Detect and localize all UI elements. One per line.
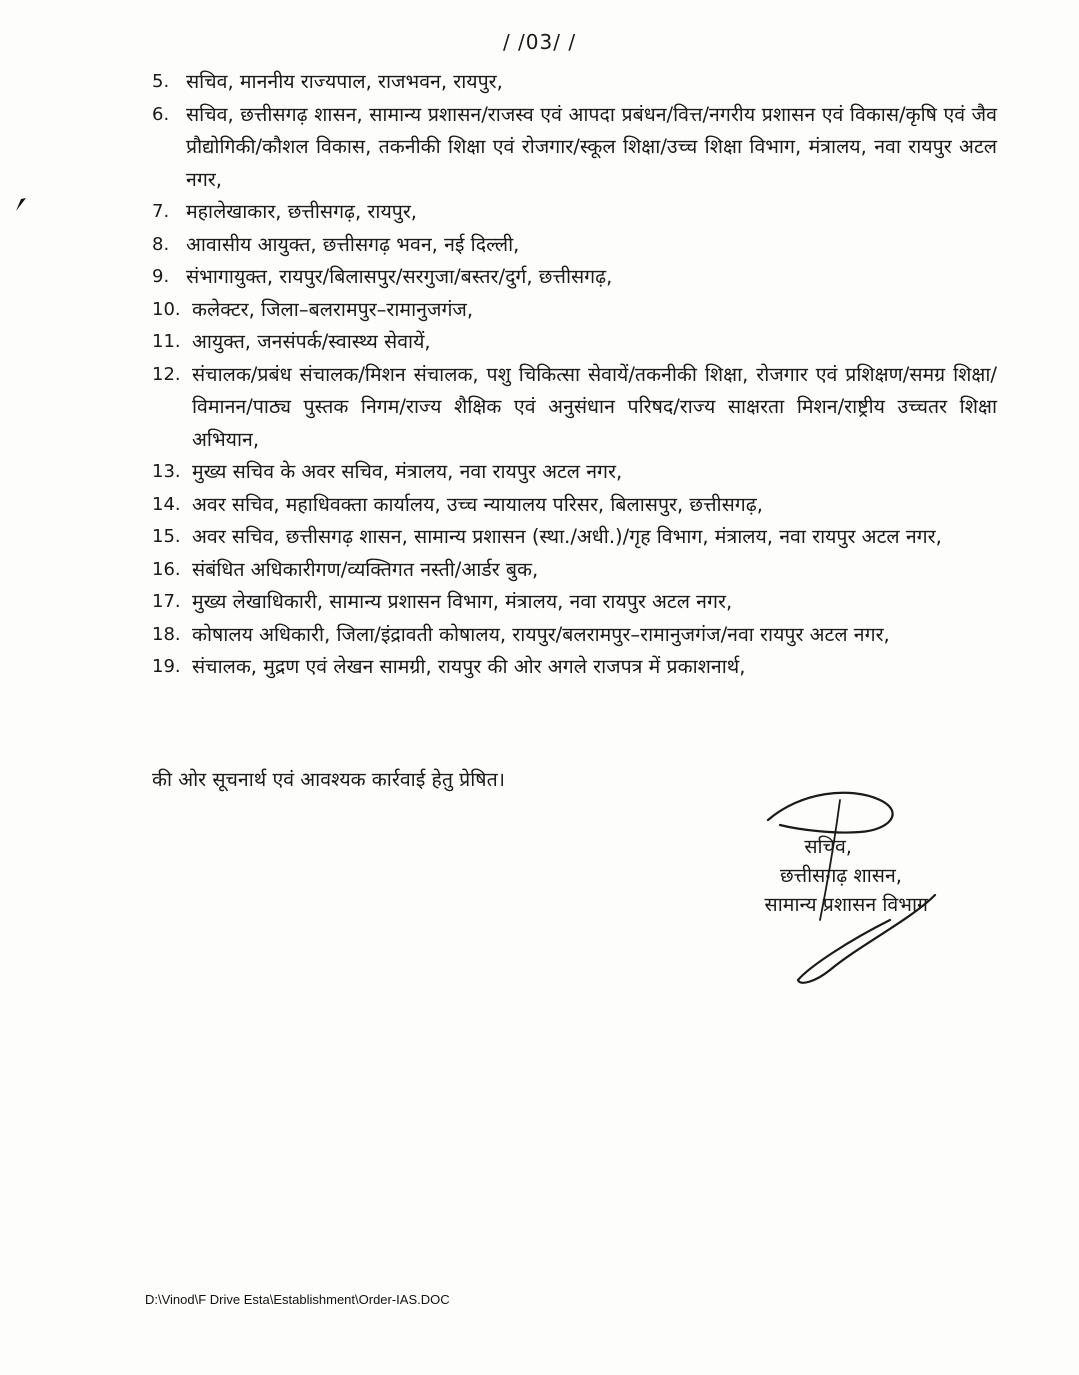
item-text: संचालक, मुद्रण एवं लेखन सामग्री, रायपुर की ओर अगले राजपत्र में प्रकाशनार्थ, [192, 655, 746, 678]
item-text: कोषालय अधिकारी, जिला/इंद्रावती कोषालय, रायपुर/बलरामपुर–रामानुजगंज/नवा रायपुर अटल नगर, [192, 622, 890, 646]
item-number: 19. [152, 656, 181, 677]
item-number: 9. [152, 266, 170, 287]
signatory-government: छत्तीसगढ़ शासन, [779, 864, 902, 887]
scan-mark-icon [14, 196, 28, 212]
list-item [152, 586, 997, 619]
item-number: 11. [152, 331, 181, 352]
item-text: कलेक्टर, जिला–बलरामपुर–रामानुजगंज, [192, 297, 474, 321]
list-item [152, 66, 997, 99]
item-number: 12. [152, 363, 181, 385]
item-text: मुख्य लेखाधिकारी, सामान्य प्रशासन विभाग, मंत्रालय, नवा रायपुर अटल नगर, [192, 590, 733, 613]
item-text: संबंधित अधिकारीगण/व्यक्तिगत नस्ती/आर्डर बुक, [192, 557, 539, 581]
list-item [152, 294, 997, 327]
item-text: आवासीय आयुक्त, छत्तीसगढ़ भवन, नई दिल्ली, [186, 232, 520, 256]
item-text: सचिव, माननीय राज्यपाल, राजभवन, रायपुर, [186, 70, 503, 93]
item-text: अवर सचिव, महाधिवक्ता कार्यालय, उच्च न्यायालय परिसर, बिलासपुर, छत्तीसगढ़, [192, 492, 763, 516]
item-number: 13. [152, 461, 181, 482]
item-number: 6. [152, 103, 170, 125]
item-number: 16. [152, 558, 181, 580]
list-item [152, 521, 997, 554]
signature-block [690, 832, 940, 919]
item-number: 14. [152, 493, 181, 515]
list-item [152, 196, 997, 229]
list-item [152, 326, 997, 359]
item-number: 8. [152, 233, 170, 255]
closing-line: की ओर सूचनार्थ एवं आवश्यक कार्रवाई हेतु प्रेषित। [152, 768, 506, 791]
list-item [152, 456, 997, 489]
signatory-designation: सचिव, [804, 835, 852, 858]
item-text: संभागायुक्त, रायपुर/बिलासपुर/सरगुजा/बस्तर/दुर्ग, छत्तीसगढ़, [186, 265, 613, 288]
item-number: 5. [152, 71, 170, 92]
item-number: 18. [152, 623, 181, 645]
list-item [152, 229, 997, 262]
item-number: 17. [152, 591, 181, 612]
list-item [152, 359, 997, 457]
item-text: मुख्य सचिव के अवर सचिव, मंत्रालय, नवा रायपुर अटल नगर, [192, 460, 623, 483]
signatory-department: सामान्य प्रशासन विभाग [764, 893, 928, 916]
list-item [152, 99, 997, 197]
item-text: अवर सचिव, छत्तीसगढ़ शासन, सामान्य प्रशासन (स्था./अधी.)/गृह विभाग, मंत्रालय, नवा रायपुर अटल नगर, [192, 525, 942, 548]
file-path-footer: D:\Vinod\F Drive Esta\Establishment\Order-IAS.DOC [145, 1292, 450, 1307]
distribution-list [152, 66, 997, 684]
list-item [152, 619, 997, 652]
item-text: महालेखाकार, छत्तीसगढ़, रायपुर, [186, 200, 418, 223]
item-text: सचिव, छत्तीसगढ़ शासन, सामान्य प्रशासन/राजस्व एवं आपदा प्रबंधन/वित्त/नगरीय प्रशासन एवं विकास/कृषि एवं जैव प्रौद्योगिकी/कौशल विकास, तकनीकी शिक्षा एवं रोजगार/स्कूल शिक्षा/उच्च शिक्षा विभाग, मंत्रालय, नवा रायपुर अटल नगर, [186, 102, 997, 191]
list-item [152, 489, 997, 522]
page-number: / /03/ / [502, 30, 577, 54]
item-number: 15. [152, 526, 181, 547]
item-number: 7. [152, 201, 170, 222]
item-text: आयुक्त, जनसंपर्क/स्वास्थ्य सेवायें, [192, 330, 431, 353]
item-text: संचालक/प्रबंध संचालक/मिशन संचालक, पशु चिकित्सा सेवायें/तकनीकी शिक्षा, रोजगार एवं प्रशिक्षण/समग्र शिक्षा/विमानन/पाठ्य पुस्तक निगम/राज्य शैक्षिक एवं अनुसंधान परिषद/राज्य साक्षरता मिशन/राष्ट्रीय उच्चतर शिक्षा अभियान, [192, 362, 997, 451]
item-number: 10. [152, 298, 181, 320]
list-item [152, 651, 997, 684]
list-item [152, 261, 997, 294]
list-item [152, 554, 997, 587]
